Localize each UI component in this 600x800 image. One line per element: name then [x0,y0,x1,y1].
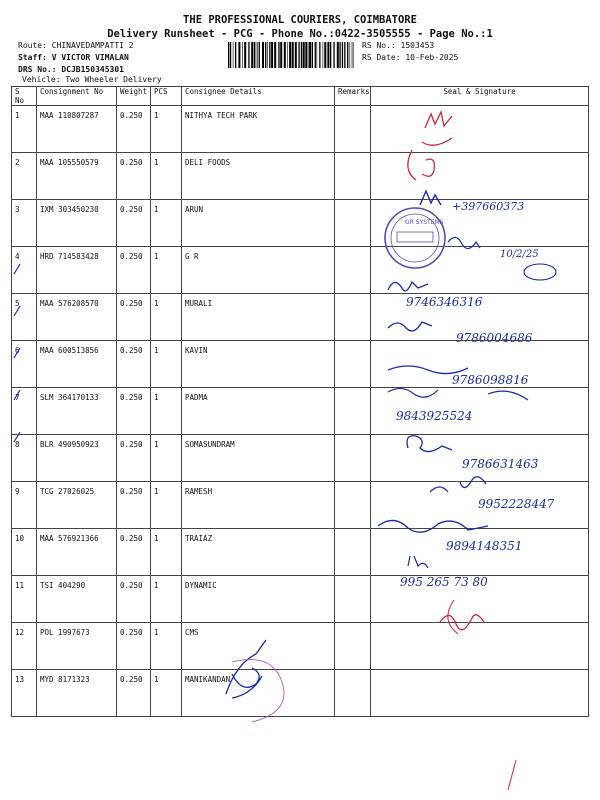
cell-consignee: MANIKANDAN [182,670,335,717]
cell-signature [371,388,589,435]
cell-sno: 3 [12,200,37,247]
col-remarks: Remarks [335,87,371,106]
cell-sno: 13 [12,670,37,717]
cell-weight: 0.250 [117,435,151,482]
rs-no-text: RS No.: 1503453 [362,41,435,50]
cell-sno: 12 [12,623,37,670]
col-consignment: Consignment No [37,87,117,106]
cell-consignment: TSI 404290 [37,576,117,623]
cell-weight: 0.250 [117,388,151,435]
phone-row3: +397660373 [452,200,525,213]
col-signature: Seal & Signature [371,87,589,106]
cell-signature [371,576,589,623]
staff-text: Staff: V VICTOR VIMALAN [18,53,129,62]
table-row [12,247,589,294]
table-row [12,200,589,247]
cell-remarks [335,200,371,247]
cell-remarks [335,529,371,576]
cell-signature [371,294,589,341]
runsheet-subtitle: Delivery Runsheet - PCG - Phone No.:0422-3505555 - Page No.:1 [107,28,493,40]
cell-consignment: MAA 576208570 [37,294,117,341]
cell-weight: 0.250 [117,247,151,294]
cell-consignee: ARUN [182,200,335,247]
table-row [12,341,589,388]
table-row [12,529,589,576]
cell-consignee: CMS [182,623,335,670]
cell-signature [371,247,589,294]
cell-consignment: MAA 600513856 [37,341,117,388]
cell-consignment: MYD 8171323 [37,670,117,717]
cell-weight: 0.250 [117,623,151,670]
phone-row8: 9843925524 [396,409,473,423]
cell-remarks [335,435,371,482]
cell-weight: 0.250 [117,153,151,200]
cell-signature [371,529,589,576]
cell-consignment: IXM 303450230 [37,200,117,247]
cell-pcs: 1 [151,482,182,529]
rs-date-text: RS Date: 10-Feb-2025 [362,53,459,62]
vehicle-text: Vehicle: Two Wheeler Delivery [22,75,162,84]
cell-pcs: 1 [151,529,182,576]
cell-weight: 0.250 [117,576,151,623]
runsheet-table [11,86,589,717]
cell-weight: 0.250 [117,106,151,153]
phone-row11: 9894148351 [446,539,523,553]
table-row [12,482,589,529]
company-title: THE PROFESSIONAL COURIERS, COIMBATORE [183,14,417,26]
cell-consignee: TRAIAZ [182,529,335,576]
drs-text: DRS No.: DCJB150345301 [18,65,124,74]
table-row [12,106,589,153]
col-sno: S No [12,87,37,106]
cell-consignment: MAA 105550579 [37,153,117,200]
cell-consignment: SLM 364170133 [37,388,117,435]
cell-remarks [335,341,371,388]
cell-sno: 5 [12,294,37,341]
route-text: Route: CHINAVEDAMPATTI 2 [18,41,134,50]
cell-sno: 2 [12,153,37,200]
date-row4: 10/2/25 [500,249,539,260]
cell-pcs: 1 [151,106,182,153]
col-pcs: PCS [151,87,182,106]
table-row [12,576,589,623]
table-row [12,294,589,341]
cell-remarks [335,247,371,294]
cell-sno: 11 [12,576,37,623]
cell-remarks [335,106,371,153]
cell-weight: 0.250 [117,341,151,388]
cell-consignee: G R [182,247,335,294]
cell-consignee: RAMESH [182,482,335,529]
cell-sno: 8 [12,435,37,482]
stamp-text: GR SYSTEMS [405,219,444,226]
cell-sno: 4 [12,247,37,294]
cell-remarks [335,576,371,623]
phone-row9: 9786631463 [462,457,539,471]
cell-signature [371,623,589,670]
cell-signature [371,435,589,482]
cell-weight: 0.250 [117,200,151,247]
cell-pcs: 1 [151,623,182,670]
cell-consignee: DYNAMIC [182,576,335,623]
cell-consignment: BLR 490950923 [37,435,117,482]
cell-pcs: 1 [151,153,182,200]
cell-sno: 6 [12,341,37,388]
cell-weight: 0.250 [117,529,151,576]
cell-remarks [335,294,371,341]
cell-pcs: 1 [151,670,182,717]
cell-signature [371,200,589,247]
phone-row10: 9952228447 [478,497,555,511]
table-row [12,623,589,670]
table-row [12,435,589,482]
cell-consignment: HRD 714583428 [37,247,117,294]
cell-weight: 0.250 [117,670,151,717]
cell-remarks [335,388,371,435]
table-row [12,670,589,717]
phone-row5: 9746346316 [406,295,483,309]
table-row [12,153,589,200]
cell-consignee: PADMA [182,388,335,435]
cell-pcs: 1 [151,576,182,623]
cell-signature [371,482,589,529]
cell-consignment: TCG 27026025 [37,482,117,529]
cell-pcs: 1 [151,388,182,435]
cell-pcs: 1 [151,294,182,341]
cell-consignee: NITHYA TECH PARK [182,106,335,153]
cell-weight: 0.250 [117,294,151,341]
cell-remarks [335,482,371,529]
cell-sno: 10 [12,529,37,576]
cell-consignee: KAVIN [182,341,335,388]
col-consignee: Consignee Details [182,87,335,106]
barcode-image [228,42,356,68]
phone-row7: 9786098816 [452,373,529,387]
cell-pcs: 1 [151,435,182,482]
cell-consignment: MAA 576921366 [37,529,117,576]
cell-signature [371,670,589,717]
table-header-row [12,87,589,106]
cell-consignment: MAA 110807287 [37,106,117,153]
cell-sno: 7 [12,388,37,435]
table-row [12,388,589,435]
red-stroke [508,760,516,790]
cell-signature [371,106,589,153]
cell-consignment: POL 1997673 [37,623,117,670]
cell-signature [371,341,589,388]
cell-remarks [335,670,371,717]
cell-signature [371,153,589,200]
cell-pcs: 1 [151,247,182,294]
cell-consignee: SOMASUNDRAM [182,435,335,482]
cell-consignee: DELI FOODS [182,153,335,200]
cell-weight: 0.250 [117,482,151,529]
cell-sno: 9 [12,482,37,529]
cell-remarks [335,623,371,670]
phone-row12: 995 265 73 80 [400,575,488,589]
col-weight: Weight [117,87,151,106]
cell-pcs: 1 [151,341,182,388]
phone-row6: 9786004686 [456,331,533,345]
cell-pcs: 1 [151,200,182,247]
cell-sno: 1 [12,106,37,153]
cell-consignee: MURALI [182,294,335,341]
cell-remarks [335,153,371,200]
